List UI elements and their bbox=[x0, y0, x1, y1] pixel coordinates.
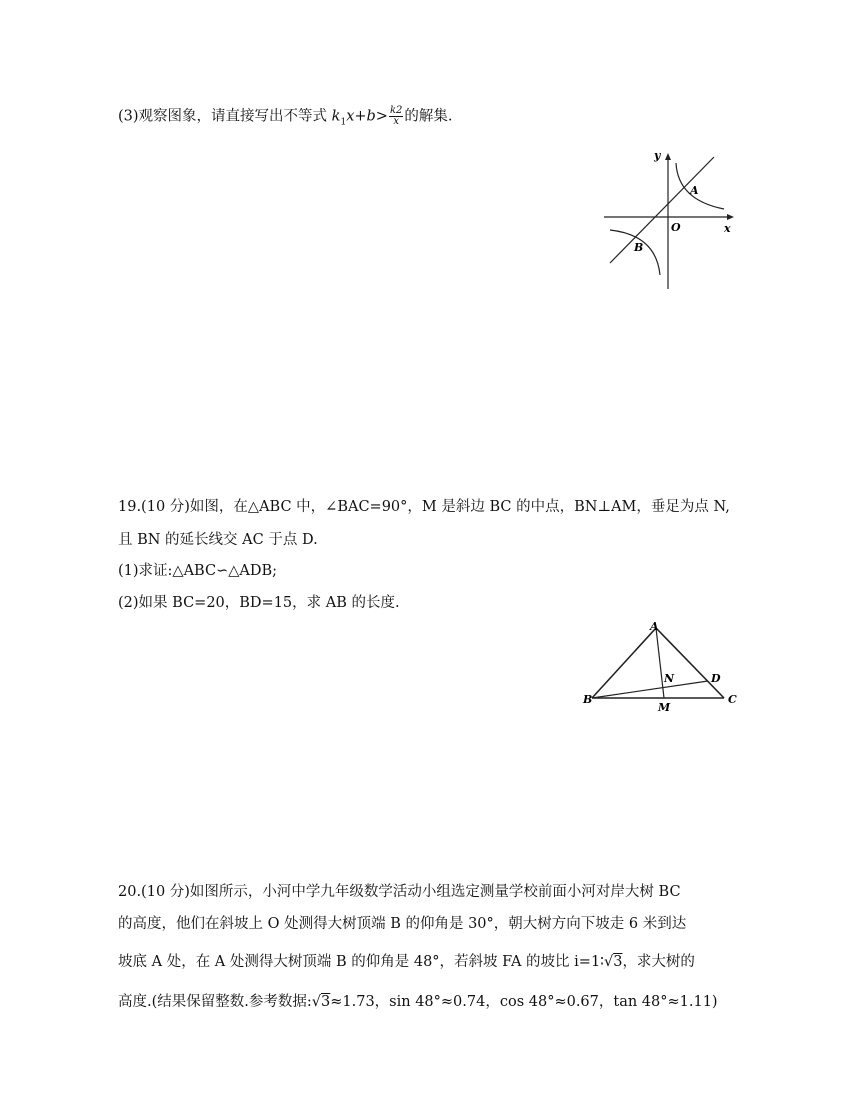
k1-var: k bbox=[331, 108, 341, 125]
vertex-label-B: B bbox=[583, 693, 593, 706]
q20-line4-text-a: 高度.(结果保留整数.参考数据: bbox=[118, 994, 312, 1010]
triangle-figure bbox=[580, 618, 745, 718]
fraction-numerator: k2 bbox=[389, 105, 403, 116]
fraction-k2-over-x bbox=[389, 106, 403, 127]
q19-line1: 19.(10 分)如图，在△ABC 中，∠BAC=90°，M 是斜边 BC 的中点，BN⊥AM，垂足为点 N, bbox=[118, 499, 730, 515]
q20-line3-text-b: ，求大树的 bbox=[622, 954, 695, 970]
q18-part3-prefix: (3)观察图象，请直接写出不等式 bbox=[118, 108, 332, 125]
sqrt-symbol-2: √ bbox=[311, 994, 322, 1010]
q20-line3 bbox=[118, 952, 695, 972]
point-label-D: D bbox=[711, 672, 721, 685]
fraction-denominator: x bbox=[393, 116, 399, 127]
q18-part3 bbox=[118, 106, 452, 132]
segment-BD bbox=[592, 681, 708, 698]
graph-label-x: x bbox=[724, 222, 731, 235]
sqrt-symbol: √ bbox=[603, 954, 614, 970]
q18-part3-suffix: 的解集. bbox=[404, 108, 453, 125]
q19-line2: 且 BN 的延长线交 AC 于点 D. bbox=[118, 532, 318, 548]
graph-label-A: A bbox=[690, 184, 699, 197]
point-label-M: M bbox=[658, 701, 671, 714]
q20-line3-text-a: 坡底 A 处，在 A 处测得大树顶端 B 的仰角是 48°，若斜坡 FA 的坡比 i=1∶ bbox=[118, 954, 604, 970]
q19-part1: (1)求证:△ABC∽△ADB; bbox=[118, 563, 278, 579]
linear-function-line bbox=[610, 157, 714, 263]
vertex-label-A: A bbox=[650, 620, 659, 633]
function-graph-figure bbox=[598, 145, 743, 295]
point-label-N: N bbox=[664, 672, 675, 685]
vertex-label-C: C bbox=[728, 693, 737, 706]
y-axis-arrow bbox=[665, 153, 671, 160]
k1-subscript: 1 bbox=[340, 117, 347, 128]
sqrt-radicand-2: 3 bbox=[321, 994, 331, 1010]
q19-part2: (2)如果 BC=20，BD=15，求 AB 的长度. bbox=[118, 595, 400, 611]
q20-line2: 的高度，他们在斜坡上 O 处测得大树顶端 B 的仰角是 30°，朝大树方向下坡走 6 米到达 bbox=[118, 916, 687, 932]
hyperbola-branch-upper bbox=[676, 163, 724, 209]
x-axis-arrow bbox=[727, 214, 734, 220]
side-AB bbox=[592, 628, 656, 698]
q20-line4-text-b: ≈1.73，sin 48°≈0.74，cos 48°≈0.67，tan 48°≈1.11) bbox=[330, 994, 718, 1010]
graph-label-y: y bbox=[654, 149, 661, 162]
x-plus-b: x+b> bbox=[346, 108, 388, 125]
graph-label-origin: O bbox=[671, 221, 681, 234]
sqrt-radicand: 3 bbox=[613, 954, 623, 970]
q20-line1: 20.(10 分)如图所示，小河中学九年级数学活动小组选定测量学校前面小河对岸大树 BC bbox=[118, 884, 681, 900]
q20-line4 bbox=[118, 992, 718, 1012]
graph-label-B: B bbox=[634, 241, 644, 254]
